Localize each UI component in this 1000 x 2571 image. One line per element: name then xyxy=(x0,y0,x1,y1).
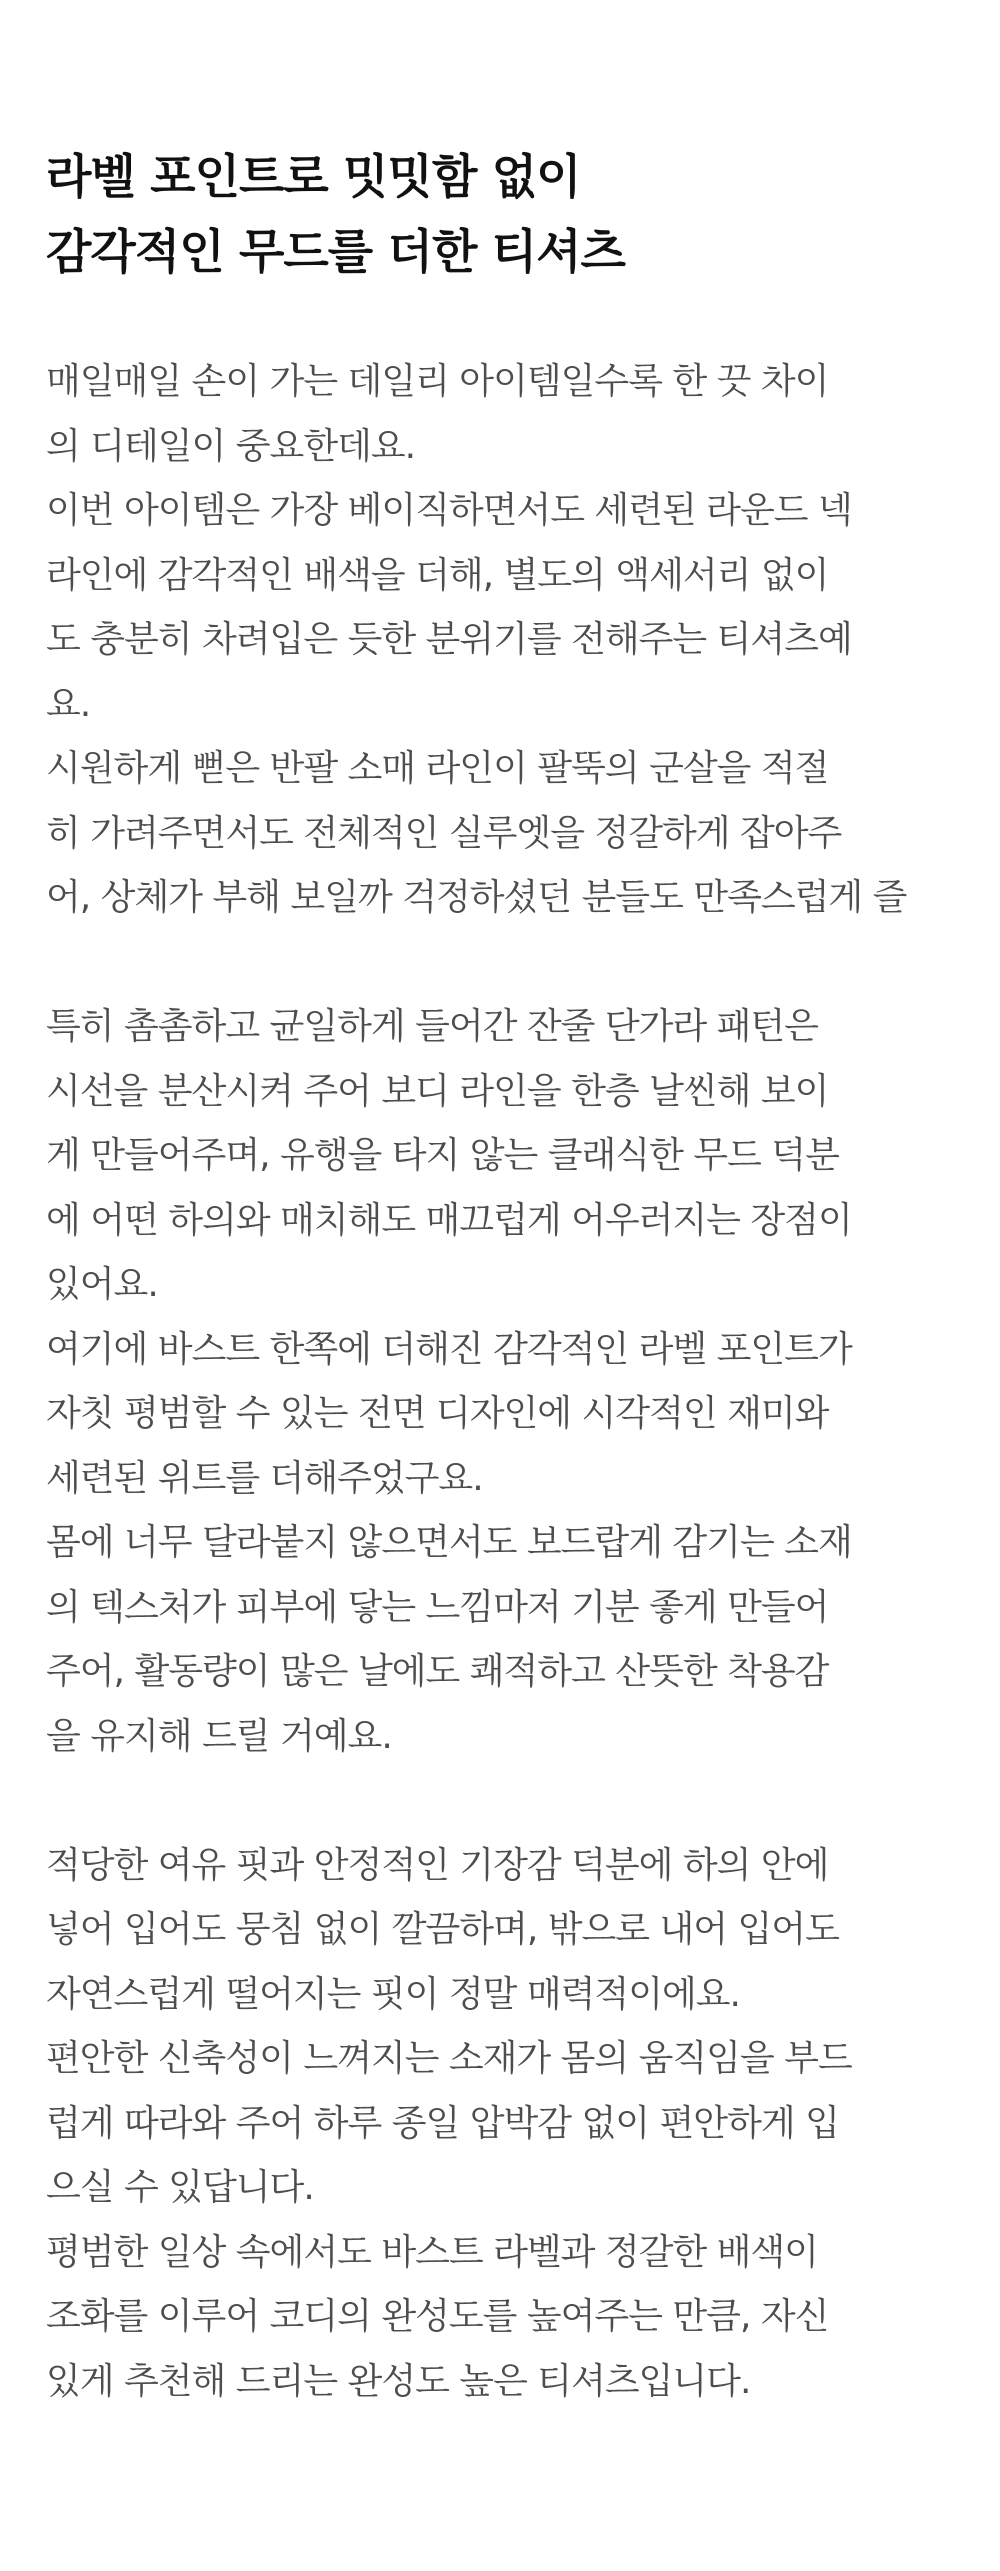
text-line: 여기에 바스트 한쪽에 더해진 감각적인 라벨 포인트가 xyxy=(46,1328,852,1370)
paragraph-spacer xyxy=(46,1769,1000,1834)
text-line: 몸에 너무 달라붙지 않으면서도 보드랍게 감기는 소재 xyxy=(46,1522,852,1563)
text-line: 을 유지해 드릴 거예요. xyxy=(46,1715,392,1757)
text-line: 어, 상체가 부해 보일까 걱정하셨던 분들도 만족스럽게 즐 xyxy=(46,877,907,918)
text-line: 게 만들어주며, 유행을 타지 않는 클래식한 무드 덕분 xyxy=(46,1135,839,1176)
paragraph xyxy=(46,995,1000,1769)
text-line: 히 가려주면서도 전체적인 실루엣을 정갈하게 잡아주 xyxy=(46,812,842,854)
text-line: 시원하게 뻗은 반팔 소매 라인이 팔뚝의 군살을 적절 xyxy=(46,748,829,789)
text-line: 있어요. xyxy=(46,1264,158,1305)
text-line: 의 텍스처가 피부에 닿는 느낌마저 기분 좋게 만들어 xyxy=(46,1586,829,1628)
text-line: 자연스럽게 떨어지는 핏이 정말 매력적이에요. xyxy=(46,1973,740,2015)
text-line: 도 충분히 차려입은 듯한 분위기를 전해주는 티셔츠예 xyxy=(46,619,852,660)
description-body xyxy=(46,350,1000,2414)
text-line: 주어, 활동량이 많은 날에도 쾌적하고 산뜻한 착용감 xyxy=(46,1651,829,1692)
text-line: 적당한 여유 핏과 안정적인 기장감 덕분에 하의 안에 xyxy=(46,1844,829,1886)
text-line: 평범한 일상 속에서도 바스트 라벨과 정갈한 배색이 xyxy=(46,2231,818,2273)
text-line: 있게 추천해 드리는 완성도 높은 티셔츠입니다. xyxy=(46,2360,751,2402)
text-line: 럽게 따라와 주어 하루 종일 압박감 없이 편안하게 입 xyxy=(46,2102,839,2144)
text-line: 라인에 감각적인 배색을 더해, 별도의 액세서리 없이 xyxy=(46,554,829,596)
text-line: 요. xyxy=(46,683,91,725)
text-line: 의 디테일이 중요한데요. xyxy=(46,425,416,467)
text-line: 시선을 분산시켜 주어 보디 라인을 한층 날씬해 보이 xyxy=(46,1070,829,1112)
text-line: 조화를 이루어 코디의 완성도를 높여주는 만큼, 자신 xyxy=(46,2296,829,2337)
paragraph xyxy=(46,350,1000,931)
text-line: 편안한 신축성이 느껴지는 소재가 몸의 움직임을 부드 xyxy=(46,2038,852,2079)
page-title xyxy=(46,140,625,290)
title-line: 라벨 포인트로 밋밋함 없이 xyxy=(46,150,581,205)
text-line: 넣어 입어도 뭉침 없이 깔끔하며, 밖으로 내어 입어도 xyxy=(46,1909,839,1950)
title-line: 감각적인 무드를 더한 티셔츠 xyxy=(46,225,625,280)
text-line: 특히 촘촘하고 균일하게 들어간 잔줄 단가라 패턴은 xyxy=(46,1006,818,1047)
paragraph xyxy=(46,1834,1000,2415)
text-line: 자칫 평범할 수 있는 전면 디자인에 시각적인 재미와 xyxy=(46,1393,829,1434)
paragraph-spacer xyxy=(46,931,1000,996)
text-line: 에 어떤 하의와 매치해도 매끄럽게 어우러지는 장점이 xyxy=(46,1199,852,1241)
text-line: 매일매일 손이 가는 데일리 아이템일수록 한 끗 차이 xyxy=(46,361,829,402)
text-line: 으실 수 있답니다. xyxy=(46,2167,314,2208)
text-line: 세련된 위트를 더해주었구요. xyxy=(46,1457,483,1499)
text-line: 이번 아이템은 가장 베이직하면서도 세련된 라운드 넥 xyxy=(46,490,852,531)
